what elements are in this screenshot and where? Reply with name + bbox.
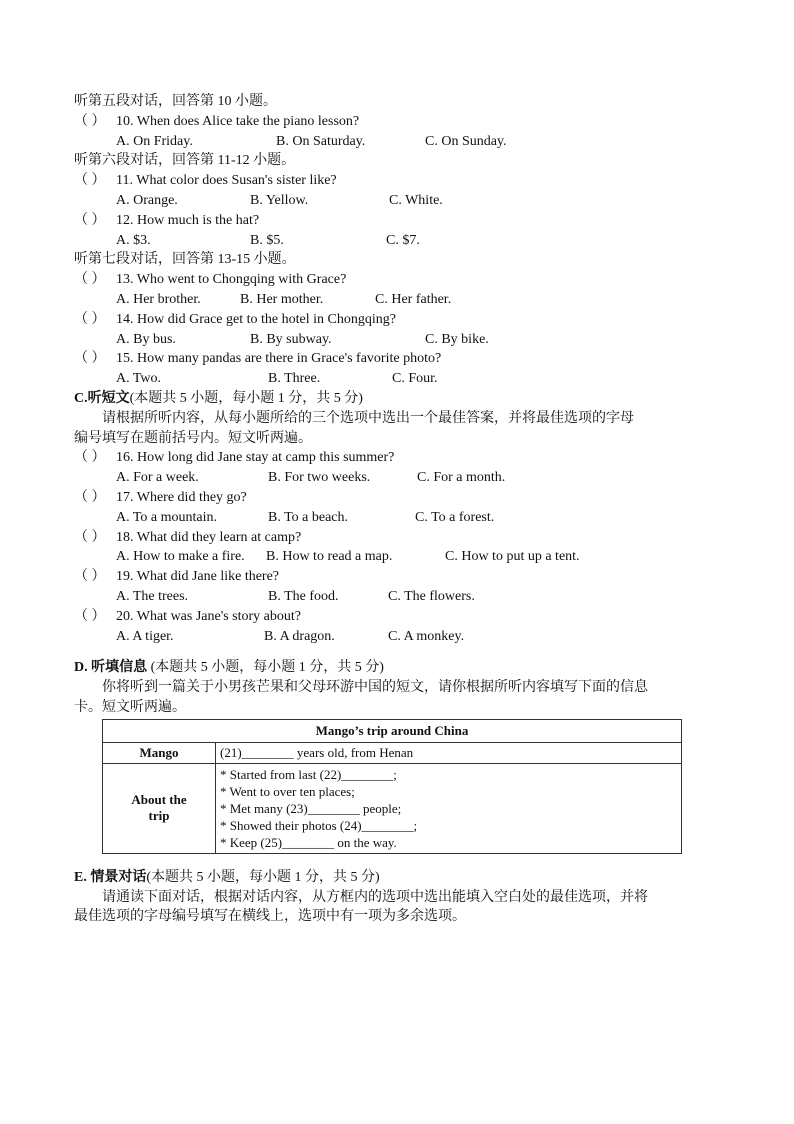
section-d-instructions-2: 卡。短文听两遍。 (74, 699, 186, 715)
option-a: A. Orange. (116, 192, 178, 208)
question-text: 20. What was Jane's story about? (116, 608, 302, 624)
question-20 (74, 607, 724, 627)
question-text: 13. Who went to Chongqing with Grace? (116, 272, 347, 288)
trip-details (216, 763, 682, 853)
section-b-part7-heading: 听第七段对话，回答第 13-15 小题。 (74, 252, 296, 268)
option-a: A. The trees. (116, 588, 189, 604)
option-c: C. The flowers. (388, 588, 475, 604)
section-c-instructions-1: 请根据所听内容，从每小题所给的三个选项中选出一个最佳答案，并将最佳选项的字母 (102, 410, 634, 426)
question-text: 15. How many pandas are there in Grace's favorite photo? (116, 351, 442, 367)
question-11-options (74, 191, 724, 211)
answer-bracket[interactable]: （ ） (74, 272, 106, 288)
option-c: C. White. (389, 192, 443, 208)
option-a: A. To a mountain. (116, 509, 218, 525)
question-text: 19. What did Jane like there? (116, 569, 280, 585)
question-19 (74, 567, 724, 587)
option-a: A. On Friday. (116, 133, 193, 149)
blank-25-field[interactable]: * Keep (25)________ on the way. (220, 834, 397, 850)
question-19-options (74, 587, 724, 607)
option-a: A. Two. (116, 371, 162, 387)
question-text: 17. Where did they go? (116, 489, 247, 505)
section-b-part5-heading: 听第五段对话，回答第 10 小题。 (74, 94, 277, 109)
question-11 (74, 171, 724, 191)
question-text: 16. How long did Jane stay at camp this summer? (116, 450, 395, 466)
question-10 (74, 112, 724, 132)
question-text: 12. How much is the hat? (116, 212, 260, 228)
info-card-table (102, 719, 682, 854)
answer-bracket[interactable]: （ ） (74, 608, 106, 624)
info-card-title: Mango’s trip around China (103, 719, 682, 742)
question-17 (74, 488, 724, 508)
section-e-heading (74, 868, 724, 888)
option-c: C. For a month. (417, 470, 506, 486)
question-20-options (74, 627, 724, 647)
question-10-options (74, 132, 724, 152)
blank-23-field[interactable]: * Met many (23)________ people; (220, 800, 402, 816)
question-text: 14. How did Grace get to the hotel in Chongqing? (116, 311, 396, 327)
question-14-options (74, 330, 724, 350)
section-d-heading (74, 658, 724, 678)
section-d-label: D. 听填信息 (74, 660, 148, 676)
answer-bracket[interactable]: （ ） (74, 569, 106, 585)
question-13-options (74, 290, 724, 310)
option-c: C. How to put up a tent. (445, 549, 580, 565)
section-d-instructions-1: 你将听到一篇关于小男孩芒果和父母环游中国的短文，请你根据所听内容填写下面的信息 (102, 680, 648, 696)
answer-bracket[interactable]: （ ） (74, 311, 106, 327)
answer-bracket[interactable]: （ ） (74, 529, 106, 545)
question-18 (74, 528, 724, 548)
answer-bracket[interactable]: （ ） (74, 450, 106, 466)
blank-21-field[interactable]: (21)________ years old, from Henan (216, 742, 682, 763)
question-text: 11. What color does Susan's sister like? (116, 173, 337, 189)
section-c-heading (74, 389, 724, 409)
question-17-options (74, 508, 724, 528)
answer-bracket[interactable]: （ ） (74, 351, 106, 367)
option-c: C. Four. (392, 371, 438, 387)
section-b-part6-heading: 听第六段对话，回答第 11-12 小题。 (74, 153, 296, 169)
option-c: C. $7. (386, 232, 420, 248)
section-e-score: (本题共 5 小题，每小题 1 分，共 5 分) (146, 869, 380, 885)
section-c-label: C.听短文 (74, 390, 130, 406)
question-12-options (74, 231, 724, 251)
question-text: 10. When does Alice take the piano lesson? (116, 113, 360, 129)
question-text: 18. What did they learn at camp? (116, 529, 302, 545)
option-c: C. A monkey. (388, 628, 465, 644)
trip-detail-places: * Went to over ten places; (220, 783, 355, 799)
section-c-instructions-2: 编号填写在题前括号内。短文听两遍。 (74, 430, 312, 446)
question-15-options (74, 369, 724, 389)
option-b: B. Three. (268, 371, 321, 387)
option-b: B. A dragon. (264, 628, 335, 644)
option-c: C. On Sunday. (425, 133, 507, 149)
question-18-options (74, 547, 724, 567)
option-a: A. A tiger. (116, 628, 174, 644)
blank-24-field[interactable]: * Showed their photos (24)________; (220, 817, 418, 833)
question-16-options (74, 468, 724, 488)
question-14 (74, 310, 724, 330)
question-15 (74, 349, 724, 369)
option-b: B. For two weeks. (268, 470, 371, 486)
answer-bracket[interactable]: （ ） (74, 212, 106, 228)
option-b: B. Her mother. (240, 291, 324, 307)
section-e-label: E. 情景对话 (74, 869, 147, 885)
section-e-instructions-2: 最佳选项的字母编号填写在横线上，选项中有一项为多余选项。 (74, 909, 466, 925)
section-d-score: (本题共 5 小题，每小题 1 分，共 5 分) (147, 660, 384, 676)
about-trip-label-line1: About the (131, 792, 187, 808)
option-b: B. Yellow. (250, 192, 309, 208)
option-b: B. The food. (268, 588, 339, 604)
answer-bracket[interactable]: （ ） (74, 489, 106, 505)
option-c: C. Her father. (375, 291, 452, 307)
option-a: A. For a week. (116, 470, 199, 486)
blank-22-field[interactable]: * Started from last (22)________; (220, 766, 397, 782)
option-b: B. How to read a map. (266, 549, 393, 565)
option-b: B. To a beach. (268, 509, 349, 525)
question-12 (74, 211, 724, 231)
option-a: A. Her brother. (116, 291, 201, 307)
answer-bracket[interactable]: （ ） (74, 173, 106, 189)
section-c-score: (本题共 5 小题，每小题 1 分，共 5 分) (129, 390, 363, 406)
option-a: A. $3. (116, 232, 151, 248)
mango-label: Mango (103, 742, 216, 763)
section-e-instructions-1: 请通读下面对话，根据对话内容，从方框内的选项中选出能填入空白处的最佳选项，并将 (102, 889, 648, 905)
option-b: B. $5. (250, 232, 284, 248)
question-16 (74, 448, 724, 468)
question-13 (74, 270, 724, 290)
option-b: B. By subway. (250, 331, 332, 347)
answer-bracket[interactable]: （ ） (74, 113, 106, 129)
option-c: C. By bike. (425, 331, 489, 347)
option-a: A. By bus. (116, 331, 176, 347)
option-a: A. How to make a fire. (116, 549, 245, 565)
option-b: B. On Saturday. (276, 133, 366, 149)
exam-page (74, 92, 724, 927)
option-c: C. To a forest. (415, 509, 495, 525)
about-trip-label (103, 763, 216, 853)
about-trip-label-line2: trip (148, 808, 170, 824)
